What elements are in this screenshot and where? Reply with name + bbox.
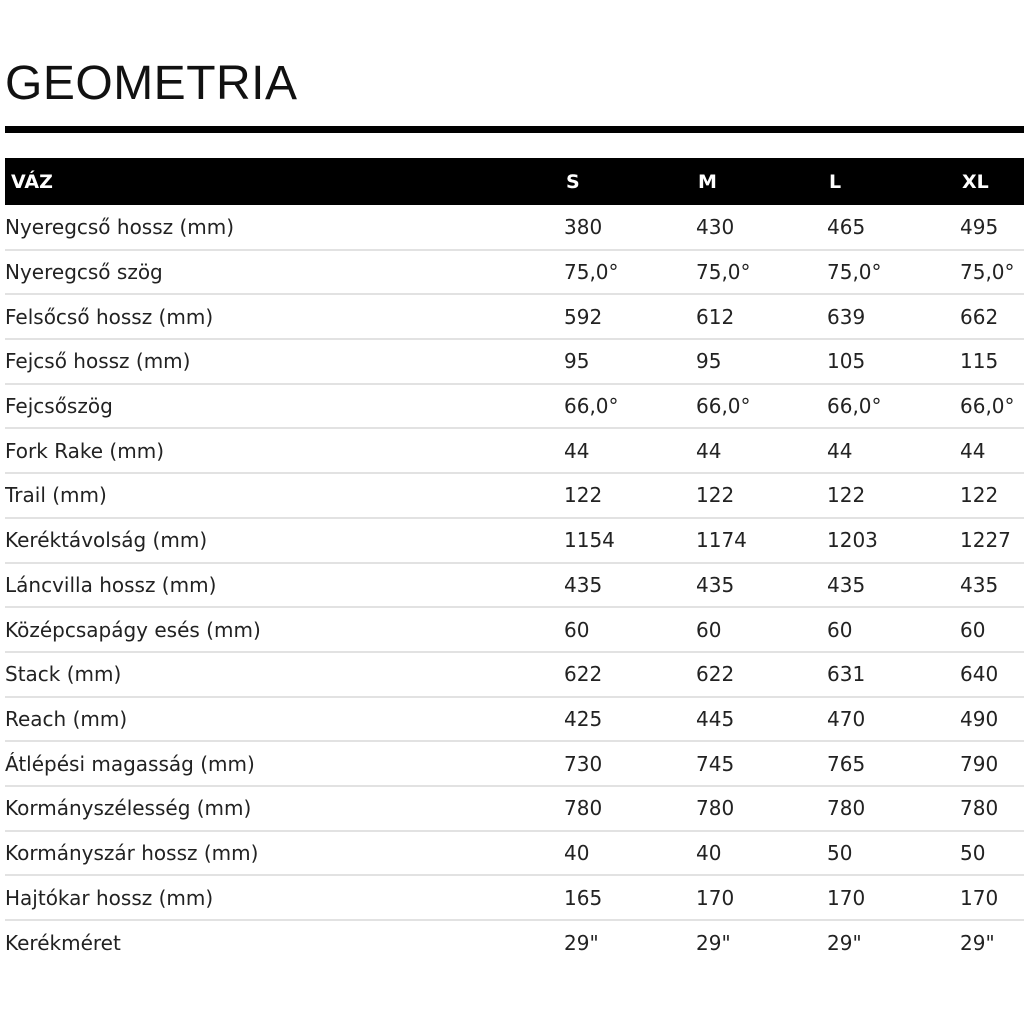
row-value: 29" — [696, 930, 731, 955]
row-value: 122 — [694, 473, 825, 518]
row-value: 662 — [958, 294, 1024, 339]
row-value: 780 — [694, 786, 825, 831]
row-value: 170 — [958, 875, 1024, 920]
row-value: 122 — [825, 473, 958, 518]
row-value: 29" — [564, 930, 599, 955]
table-body — [5, 205, 1024, 965]
table-row — [5, 205, 1024, 250]
row-value: 465 — [825, 205, 958, 250]
row-value: 1203 — [825, 518, 958, 563]
row-value: 44 — [958, 428, 1024, 473]
table-row — [5, 831, 1024, 876]
row-label: Nyeregcső szög — [5, 250, 562, 295]
row-value: 435 — [825, 563, 958, 608]
table-row — [5, 875, 1024, 920]
row-label: Nyeregcső hossz (mm) — [5, 205, 562, 250]
row-value: 66,0° — [562, 384, 694, 429]
row-value: 790 — [958, 741, 1024, 786]
row-label: Stack (mm) — [5, 652, 562, 697]
row-value: 95 — [562, 339, 694, 384]
row-value: 622 — [562, 652, 694, 697]
row-value: 105 — [825, 339, 958, 384]
table-row — [5, 294, 1024, 339]
header-size-xl: XL — [962, 170, 989, 193]
row-value: 765 — [825, 741, 958, 786]
row-value: 66,0° — [958, 384, 1024, 429]
row-value: 495 — [958, 205, 1024, 250]
row-value: 44 — [825, 428, 958, 473]
table-row — [5, 518, 1024, 563]
table-header — [5, 158, 1024, 205]
row-value: 435 — [694, 563, 825, 608]
row-value: 60 — [694, 607, 825, 652]
row-value: 1154 — [562, 518, 694, 563]
table-row — [5, 697, 1024, 742]
row-label: Keréktávolság (mm) — [5, 518, 562, 563]
row-value: 1227 — [958, 518, 1024, 563]
row-value: 60 — [562, 607, 694, 652]
row-value: 29" — [960, 930, 995, 955]
row-value: 75,0° — [825, 250, 958, 295]
row-label: Trail (mm) — [5, 473, 562, 518]
row-label: Középcsapágy esés (mm) — [5, 607, 562, 652]
row-label: Fork Rake (mm) — [5, 428, 562, 473]
row-value: 170 — [694, 875, 825, 920]
table-row — [5, 786, 1024, 831]
row-value: 430 — [694, 205, 825, 250]
row-value: 490 — [958, 697, 1024, 742]
header-size-s: S — [566, 170, 580, 193]
row-value: 75,0° — [958, 250, 1024, 295]
row-value: 50 — [825, 831, 958, 876]
row-value: 745 — [694, 741, 825, 786]
row-value: 592 — [562, 294, 694, 339]
table-row — [5, 920, 1024, 965]
table-row — [5, 384, 1024, 429]
row-value: 435 — [562, 563, 694, 608]
header-size-l: L — [829, 170, 842, 193]
row-value: 730 — [562, 741, 694, 786]
row-value: 622 — [694, 652, 825, 697]
row-value: 380 — [562, 205, 694, 250]
table-row — [5, 563, 1024, 608]
row-label: Fejcső hossz (mm) — [5, 339, 562, 384]
row-value: 1174 — [694, 518, 825, 563]
row-label: Reach (mm) — [5, 697, 562, 742]
row-value: 165 — [562, 875, 694, 920]
row-value: 29" — [827, 930, 862, 955]
row-label: Fejcsőszög — [5, 384, 562, 429]
row-value: 612 — [694, 294, 825, 339]
page-title: GEOMETRIA — [5, 57, 298, 110]
row-label: Kormányszélesség (mm) — [5, 786, 562, 831]
table-row — [5, 250, 1024, 295]
geometry-table — [5, 158, 1024, 965]
row-value: 470 — [825, 697, 958, 742]
row-value: 60 — [825, 607, 958, 652]
row-value: 780 — [825, 786, 958, 831]
table-row — [5, 741, 1024, 786]
table-row — [5, 652, 1024, 697]
header-row — [5, 158, 1024, 205]
table-row — [5, 607, 1024, 652]
row-value: 44 — [694, 428, 825, 473]
row-value: 66,0° — [825, 384, 958, 429]
header-frame: VÁZ — [11, 170, 53, 193]
row-value: 122 — [958, 473, 1024, 518]
row-value: 75,0° — [694, 250, 825, 295]
row-value: 780 — [562, 786, 694, 831]
row-value: 60 — [958, 607, 1024, 652]
row-value: 425 — [562, 697, 694, 742]
row-value: 95 — [694, 339, 825, 384]
table-row — [5, 473, 1024, 518]
row-value: 631 — [825, 652, 958, 697]
table-row — [5, 339, 1024, 384]
table-row — [5, 428, 1024, 473]
row-label: Felsőcső hossz (mm) — [5, 294, 562, 339]
row-value: 640 — [958, 652, 1024, 697]
row-label: Kormányszár hossz (mm) — [5, 831, 562, 876]
row-value: 435 — [958, 563, 1024, 608]
row-value: 44 — [562, 428, 694, 473]
row-value: 40 — [562, 831, 694, 876]
row-value: 40 — [694, 831, 825, 876]
row-value: 170 — [825, 875, 958, 920]
row-value: 122 — [562, 473, 694, 518]
row-value: 639 — [825, 294, 958, 339]
row-value: 50 — [958, 831, 1024, 876]
row-value: 75,0° — [562, 250, 694, 295]
row-value: 115 — [958, 339, 1024, 384]
row-value: 445 — [694, 697, 825, 742]
header-size-m: M — [698, 170, 717, 193]
row-label: Kerékméret — [5, 930, 121, 955]
row-label: Átlépési magasság (mm) — [5, 741, 562, 786]
row-value: 66,0° — [694, 384, 825, 429]
row-label: Hajtókar hossz (mm) — [5, 875, 562, 920]
row-label: Láncvilla hossz (mm) — [5, 563, 562, 608]
title-divider — [5, 126, 1024, 133]
row-value: 780 — [958, 786, 1024, 831]
